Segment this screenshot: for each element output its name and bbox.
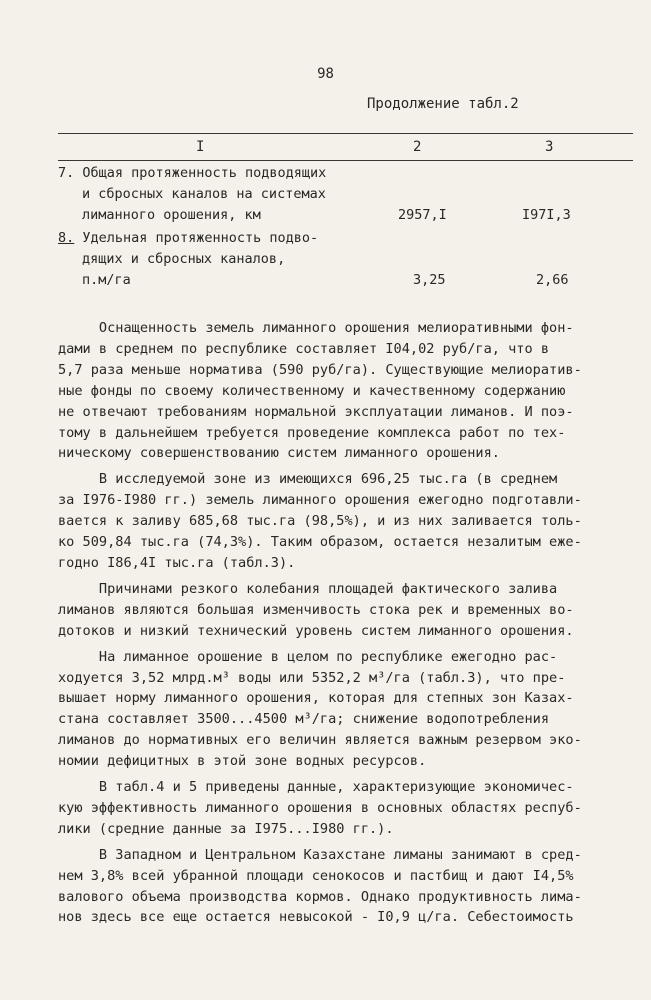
- table-header-col-2: 2: [413, 139, 422, 155]
- paragraph: [58, 469, 598, 574]
- table-cell-value: 2,66: [536, 272, 569, 288]
- table-row-label-line: лиманного орошения, км: [82, 207, 261, 223]
- paragraph-line: 5,7 раза меньше норматива (590 руб/га). Существующие мелиоратив-: [58, 361, 582, 378]
- paragraph-line: тому в дальнейшем требуется проведение комплекса работ по тех-: [58, 424, 566, 441]
- paragraph-line: дотоков и низкий технический уровень систем лиманного орошения.: [58, 622, 574, 639]
- paragraph: [58, 777, 598, 840]
- paragraph-line: нов здесь все еще остается невысокой - I0,9 ц/га. Себестоимость: [58, 909, 574, 926]
- paragraph-line: вается к заливу 685,68 тыс.га (98,5%), и из них заливается толь-: [58, 513, 582, 530]
- paragraph-line: ные фонды по своему количественному и качественному содержанию: [58, 382, 566, 399]
- table-row-label-line: п.м/га: [82, 272, 131, 288]
- table-row-label-line: [58, 163, 358, 184]
- paragraph-line: В Западном и Центральном Казахстане лиманы занимают в сред-: [58, 846, 582, 863]
- paragraph-line: ническому совершенствованию систем лиманного орошения.: [58, 445, 500, 462]
- table-continuation-label: Продолжение табл.2: [367, 96, 519, 112]
- table-row-label-line: и сбросных каналов на системах: [82, 186, 326, 202]
- table-cell-value: 3,25: [413, 272, 446, 288]
- table-cell-value: 2957,I: [398, 207, 447, 223]
- paragraph-line: годно I86,4I тыс.га (табл.3).: [58, 554, 296, 571]
- paragraph-line: В исследуемой зоне из имеющихся 696,25 тыс.га (в среднем: [58, 471, 558, 488]
- paragraph-line: вышает норму лиманного орошения, которая для степных зон Казах-: [58, 690, 574, 707]
- paragraph-line: Оснащенность земель лиманного орошения мелиоративными фон-: [58, 320, 574, 336]
- paragraph: [58, 647, 598, 772]
- paragraph-line: ходуется 3,52 млрд.м³ воды или 5352,2 м³/га (табл.3), что пре-: [58, 669, 566, 686]
- paragraph-line: лиманов являются большая изменчивость стока рек и временных во-: [58, 601, 574, 618]
- table-row-text: Общая протяженность подводящих: [82, 165, 327, 181]
- paragraph-line: лиманов до нормативных его величин является важным резервом эко-: [58, 732, 582, 749]
- table-top-rule: [58, 133, 633, 134]
- paragraph-line: за I976-I980 гг.) земель лиманного орошения ежегодно подготавли-: [58, 492, 582, 509]
- page-number: 98: [317, 66, 334, 82]
- paragraph-line: ко 509,84 тыс.га (74,3%). Таким образом, остается незалитым еже-: [58, 534, 582, 551]
- table-row-label-line: дящих и сбросных каналов,: [82, 251, 286, 267]
- table-row-label-line: [58, 228, 358, 249]
- paragraph-line: лики (средние данные за I975...I980 гг.).: [58, 820, 394, 837]
- paragraph: [58, 845, 598, 929]
- paragraph-line: валового объема производства кормов. Однако продуктивность лима-: [58, 888, 582, 905]
- paragraph-line: нем 3,8% всей убранной площади сенокосов и пастбищ и дают I4,5%: [58, 867, 574, 884]
- paragraph-line: Причинами резкого колебания площадей фактического залива: [58, 580, 558, 597]
- table-cell-value: I97I,3: [522, 207, 571, 223]
- body-text: [58, 318, 598, 928]
- paragraph-line: В табл.4 и 5 приведены данные, характеризующие экономичес-: [58, 779, 574, 796]
- paragraph-line: номии дефицитных в этой зоне водных ресурсов.: [58, 753, 427, 770]
- table-row-text: Удельная протяженность подво-: [82, 230, 319, 246]
- paragraph-line: дами в среднем по республике составляет I04,02 руб/га, что в: [58, 340, 550, 357]
- paragraph-line: На лиманное орошение в целом по республике ежегодно рас-: [58, 648, 558, 665]
- table-header-rule: [58, 160, 633, 161]
- table-row-number: 7.: [58, 165, 75, 181]
- paragraph-line: стана составляет 3500...4500 м³/га; снижение водопотребления: [58, 711, 550, 728]
- table-header-col-1: I: [196, 139, 205, 155]
- table-header-col-3: 3: [545, 139, 554, 155]
- paragraph-line: не отвечают требованиям нормальной эксплуатации лиманов. И поэ-: [58, 403, 574, 420]
- paragraph: [58, 318, 598, 464]
- paragraph-line: кую эффективность лиманного орошения в основных областях респуб-: [58, 799, 582, 816]
- paragraph: [58, 579, 598, 642]
- table-row-number: 8.: [58, 230, 75, 246]
